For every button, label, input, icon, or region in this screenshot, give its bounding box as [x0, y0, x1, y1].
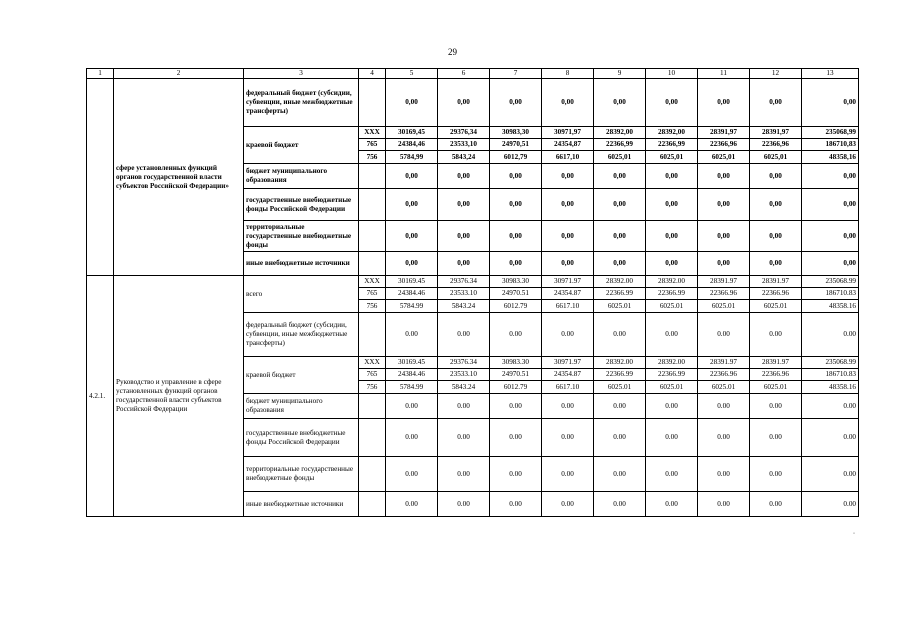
- value-cell: 0,00: [386, 221, 438, 252]
- value-cell: 30169.45: [386, 357, 438, 369]
- value-cell: 0,00: [646, 221, 698, 252]
- source-label-cell: иные внебюджетные источники: [244, 252, 359, 276]
- value-cell: 22366.99: [594, 369, 646, 381]
- value-cell: 0.00: [542, 492, 594, 517]
- value-cell: 0.00: [438, 457, 490, 492]
- header-cell: 12: [750, 69, 802, 79]
- value-cell: 30983.30: [490, 276, 542, 288]
- value-cell: 6025.01: [750, 300, 802, 313]
- value-cell: 0.00: [542, 394, 594, 419]
- value-cell: 0.00: [490, 313, 542, 357]
- value-cell: 24384.46: [386, 288, 438, 300]
- header-cell: 4: [359, 69, 386, 79]
- code-cell: [359, 419, 386, 457]
- value-cell: 0.00: [750, 394, 802, 419]
- source-label-cell: всего: [244, 276, 359, 313]
- value-cell: 28391.97: [698, 276, 750, 288]
- code-cell: 756: [359, 381, 386, 394]
- value-cell: 0,00: [646, 164, 698, 189]
- code-cell: 765: [359, 288, 386, 300]
- value-cell: 0,00: [802, 252, 859, 276]
- header-cell: 6: [438, 69, 490, 79]
- value-cell: 30169.45: [386, 276, 438, 288]
- value-cell: 30971.97: [542, 276, 594, 288]
- value-cell: 0,00: [698, 189, 750, 221]
- code-cell: [359, 313, 386, 357]
- value-cell: 0,00: [386, 189, 438, 221]
- value-cell: 0.00: [542, 457, 594, 492]
- value-cell: 0.00: [750, 419, 802, 457]
- value-cell: 0.00: [646, 492, 698, 517]
- value-cell: 0.00: [438, 313, 490, 357]
- value-cell: 0,00: [490, 79, 542, 127]
- value-cell: 0,00: [594, 221, 646, 252]
- value-cell: 6617,10: [542, 151, 594, 164]
- value-cell: 22366,99: [594, 139, 646, 151]
- value-cell: 0.00: [802, 457, 859, 492]
- header-cell: 1: [87, 69, 114, 79]
- value-cell: 24970,51: [490, 139, 542, 151]
- value-cell: 6617.10: [542, 381, 594, 394]
- value-cell: 22366.99: [646, 288, 698, 300]
- header-cell: 9: [594, 69, 646, 79]
- value-cell: 48358.16: [802, 381, 859, 394]
- value-cell: 0.00: [646, 313, 698, 357]
- value-cell: 0.00: [594, 394, 646, 419]
- header-cell: 7: [490, 69, 542, 79]
- value-cell: 235068.99: [802, 357, 859, 369]
- value-cell: 24970.51: [490, 369, 542, 381]
- value-cell: 0.00: [698, 492, 750, 517]
- value-cell: 0,00: [802, 221, 859, 252]
- value-cell: 6025.01: [646, 300, 698, 313]
- value-cell: 22366,96: [698, 139, 750, 151]
- value-cell: 5784.99: [386, 300, 438, 313]
- code-cell: [359, 164, 386, 189]
- value-cell: 0,00: [594, 252, 646, 276]
- corner-mark: »: [853, 530, 855, 535]
- value-cell: 6025.01: [594, 300, 646, 313]
- value-cell: 0,00: [802, 164, 859, 189]
- value-cell: 0,00: [542, 79, 594, 127]
- value-cell: 0.00: [646, 457, 698, 492]
- value-cell: 0,00: [698, 164, 750, 189]
- value-cell: 0,00: [438, 252, 490, 276]
- value-cell: 0.00: [386, 313, 438, 357]
- code-cell: [359, 457, 386, 492]
- code-cell: [359, 394, 386, 419]
- value-cell: 29376.34: [438, 357, 490, 369]
- value-cell: 0.00: [646, 394, 698, 419]
- source-label-cell: федеральный бюджет (субсидии, субвенции, иные межбюджетные трансферты): [244, 313, 359, 357]
- source-label-cell: государственные внебюджетные фонды Российской Федерации: [244, 189, 359, 221]
- value-cell: 22366.96: [750, 288, 802, 300]
- value-cell: 0,00: [542, 164, 594, 189]
- value-cell: 0,00: [542, 189, 594, 221]
- value-cell: 30983.30: [490, 357, 542, 369]
- value-cell: 28392.00: [646, 357, 698, 369]
- source-label-cell: территориальные государственные внебюджетные фонды: [244, 457, 359, 492]
- code-cell: [359, 189, 386, 221]
- value-cell: 0,00: [594, 79, 646, 127]
- header-cell: 13: [802, 69, 859, 79]
- value-cell: 0,00: [594, 164, 646, 189]
- value-cell: 0,00: [646, 79, 698, 127]
- value-cell: 186710,83: [802, 139, 859, 151]
- code-cell: [359, 221, 386, 252]
- value-cell: 0,00: [386, 79, 438, 127]
- value-cell: 24384,46: [386, 139, 438, 151]
- value-cell: 30971,97: [542, 127, 594, 139]
- program-name-cell: сфере установленных функций органов государственной власти субъектов Российской Федерации»: [114, 79, 244, 276]
- code-cell: XXX: [359, 357, 386, 369]
- value-cell: 6025,01: [750, 151, 802, 164]
- row-number-cell: [87, 79, 114, 276]
- page-number: 29: [448, 47, 457, 57]
- value-cell: 29376.34: [438, 276, 490, 288]
- value-cell: 48358,16: [802, 151, 859, 164]
- value-cell: 0,00: [490, 189, 542, 221]
- value-cell: 0.00: [594, 313, 646, 357]
- value-cell: 5843.24: [438, 300, 490, 313]
- value-cell: 22366.99: [646, 369, 698, 381]
- value-cell: 24354,87: [542, 139, 594, 151]
- value-cell: 0,00: [438, 189, 490, 221]
- value-cell: 28391.97: [750, 357, 802, 369]
- value-cell: 0,00: [698, 252, 750, 276]
- value-cell: 0,00: [490, 221, 542, 252]
- code-cell: XXX: [359, 127, 386, 139]
- value-cell: 0.00: [490, 419, 542, 457]
- value-cell: 0,00: [542, 252, 594, 276]
- value-cell: 0,00: [802, 189, 859, 221]
- value-cell: 24354.87: [542, 288, 594, 300]
- source-label-cell: территориальные государственные внебюджетные фонды: [244, 221, 359, 252]
- value-cell: 0.00: [438, 394, 490, 419]
- value-cell: 0.00: [802, 394, 859, 419]
- value-cell: 0,00: [438, 221, 490, 252]
- code-cell: [359, 252, 386, 276]
- value-cell: 0.00: [802, 419, 859, 457]
- header-cell: 5: [386, 69, 438, 79]
- value-cell: 23533,10: [438, 139, 490, 151]
- value-cell: 0.00: [594, 492, 646, 517]
- value-cell: 0,00: [490, 252, 542, 276]
- value-cell: 22366,96: [750, 139, 802, 151]
- value-cell: 24354.87: [542, 369, 594, 381]
- value-cell: 0,00: [386, 164, 438, 189]
- value-cell: 186710.83: [802, 369, 859, 381]
- value-cell: 24384.46: [386, 369, 438, 381]
- code-cell: XXX: [359, 276, 386, 288]
- value-cell: 0.00: [490, 394, 542, 419]
- value-cell: 0.00: [750, 492, 802, 517]
- value-cell: 22366,99: [646, 139, 698, 151]
- value-cell: 6617.10: [542, 300, 594, 313]
- table-row: [87, 79, 859, 127]
- value-cell: 235068,99: [802, 127, 859, 139]
- value-cell: 0.00: [542, 419, 594, 457]
- source-label-cell: государственные внебюджетные фонды Российской Федерации: [244, 419, 359, 457]
- code-cell: 756: [359, 151, 386, 164]
- value-cell: 0.00: [594, 457, 646, 492]
- value-cell: 0.00: [802, 492, 859, 517]
- value-cell: 28392.00: [594, 357, 646, 369]
- value-cell: 5784.99: [386, 381, 438, 394]
- row-number-cell: 4.2.1.: [87, 276, 114, 517]
- value-cell: 0.00: [698, 313, 750, 357]
- value-cell: 0.00: [646, 419, 698, 457]
- value-cell: 0.00: [594, 419, 646, 457]
- value-cell: 28392.00: [646, 276, 698, 288]
- value-cell: 0,00: [542, 221, 594, 252]
- value-cell: 30169,45: [386, 127, 438, 139]
- value-cell: 5784,99: [386, 151, 438, 164]
- value-cell: 0,00: [438, 79, 490, 127]
- value-cell: 0.00: [698, 419, 750, 457]
- code-cell: 765: [359, 139, 386, 151]
- value-cell: 0,00: [646, 252, 698, 276]
- header-row: [87, 69, 859, 79]
- value-cell: 186710.83: [802, 288, 859, 300]
- value-cell: 28392.00: [594, 276, 646, 288]
- value-cell: 0,00: [594, 189, 646, 221]
- value-cell: 6025,01: [646, 151, 698, 164]
- value-cell: 22366.96: [698, 369, 750, 381]
- value-cell: 0,00: [750, 189, 802, 221]
- value-cell: 6025,01: [698, 151, 750, 164]
- value-cell: 30971.97: [542, 357, 594, 369]
- value-cell: 0.00: [386, 419, 438, 457]
- value-cell: 6025.01: [698, 381, 750, 394]
- value-cell: 28392,00: [594, 127, 646, 139]
- value-cell: 0.00: [698, 457, 750, 492]
- value-cell: 23533.10: [438, 288, 490, 300]
- value-cell: 29376,34: [438, 127, 490, 139]
- value-cell: 0,00: [438, 164, 490, 189]
- value-cell: 6012.79: [490, 300, 542, 313]
- value-cell: 23533.10: [438, 369, 490, 381]
- value-cell: 0,00: [698, 221, 750, 252]
- code-cell: [359, 79, 386, 127]
- source-label-cell: иные внебюджетные источники: [244, 492, 359, 517]
- value-cell: 0.00: [750, 313, 802, 357]
- value-cell: 0.00: [490, 492, 542, 517]
- value-cell: 0,00: [750, 221, 802, 252]
- value-cell: 6025.01: [750, 381, 802, 394]
- value-cell: 6025.01: [594, 381, 646, 394]
- value-cell: 0,00: [750, 79, 802, 127]
- header-cell: 11: [698, 69, 750, 79]
- header-cell: 8: [542, 69, 594, 79]
- value-cell: 30983,30: [490, 127, 542, 139]
- budget-table: [86, 68, 859, 517]
- source-label-cell: федеральный бюджет (субсидии, субвенции, иные межбюджетные трансферты): [244, 79, 359, 127]
- value-cell: 28391,97: [750, 127, 802, 139]
- table-row: [87, 276, 859, 288]
- value-cell: 0,00: [646, 189, 698, 221]
- source-label-cell: бюджет муниципального образования: [244, 164, 359, 189]
- value-cell: 0.00: [542, 313, 594, 357]
- value-cell: 22366.96: [698, 288, 750, 300]
- value-cell: 0.00: [386, 492, 438, 517]
- value-cell: 28391,97: [698, 127, 750, 139]
- value-cell: 6012,79: [490, 151, 542, 164]
- value-cell: 22366.96: [750, 369, 802, 381]
- value-cell: 0.00: [386, 394, 438, 419]
- source-label-cell: краевой бюджет: [244, 357, 359, 394]
- value-cell: 0.00: [438, 492, 490, 517]
- value-cell: 28392,00: [646, 127, 698, 139]
- header-cell: 2: [114, 69, 244, 79]
- value-cell: 5843,24: [438, 151, 490, 164]
- value-cell: 0,00: [386, 252, 438, 276]
- value-cell: 0,00: [802, 79, 859, 127]
- value-cell: 235068.99: [802, 276, 859, 288]
- header-cell: 10: [646, 69, 698, 79]
- value-cell: 0.00: [802, 313, 859, 357]
- value-cell: 24970.51: [490, 288, 542, 300]
- value-cell: 28391.97: [750, 276, 802, 288]
- value-cell: 6025.01: [646, 381, 698, 394]
- value-cell: 5843.24: [438, 381, 490, 394]
- source-label-cell: краевой бюджет: [244, 127, 359, 164]
- value-cell: 22366.99: [594, 288, 646, 300]
- code-cell: 765: [359, 369, 386, 381]
- value-cell: 6025.01: [698, 300, 750, 313]
- value-cell: 0.00: [438, 419, 490, 457]
- value-cell: 6012.79: [490, 381, 542, 394]
- code-cell: [359, 492, 386, 517]
- value-cell: 48358.16: [802, 300, 859, 313]
- value-cell: 0,00: [490, 164, 542, 189]
- value-cell: 6025,01: [594, 151, 646, 164]
- header-cell: 3: [244, 69, 359, 79]
- value-cell: 28391.97: [698, 357, 750, 369]
- value-cell: 0.00: [750, 457, 802, 492]
- program-name-cell: Руководство и управление в сфере установленных функций органов государственной власти субъектов Российской Федерации: [114, 276, 244, 517]
- value-cell: 0.00: [490, 457, 542, 492]
- value-cell: 0,00: [750, 164, 802, 189]
- value-cell: 0,00: [698, 79, 750, 127]
- value-cell: 0.00: [698, 394, 750, 419]
- value-cell: 0,00: [750, 252, 802, 276]
- value-cell: 0.00: [386, 457, 438, 492]
- code-cell: 756: [359, 300, 386, 313]
- source-label-cell: бюджет муниципального образования: [244, 394, 359, 419]
